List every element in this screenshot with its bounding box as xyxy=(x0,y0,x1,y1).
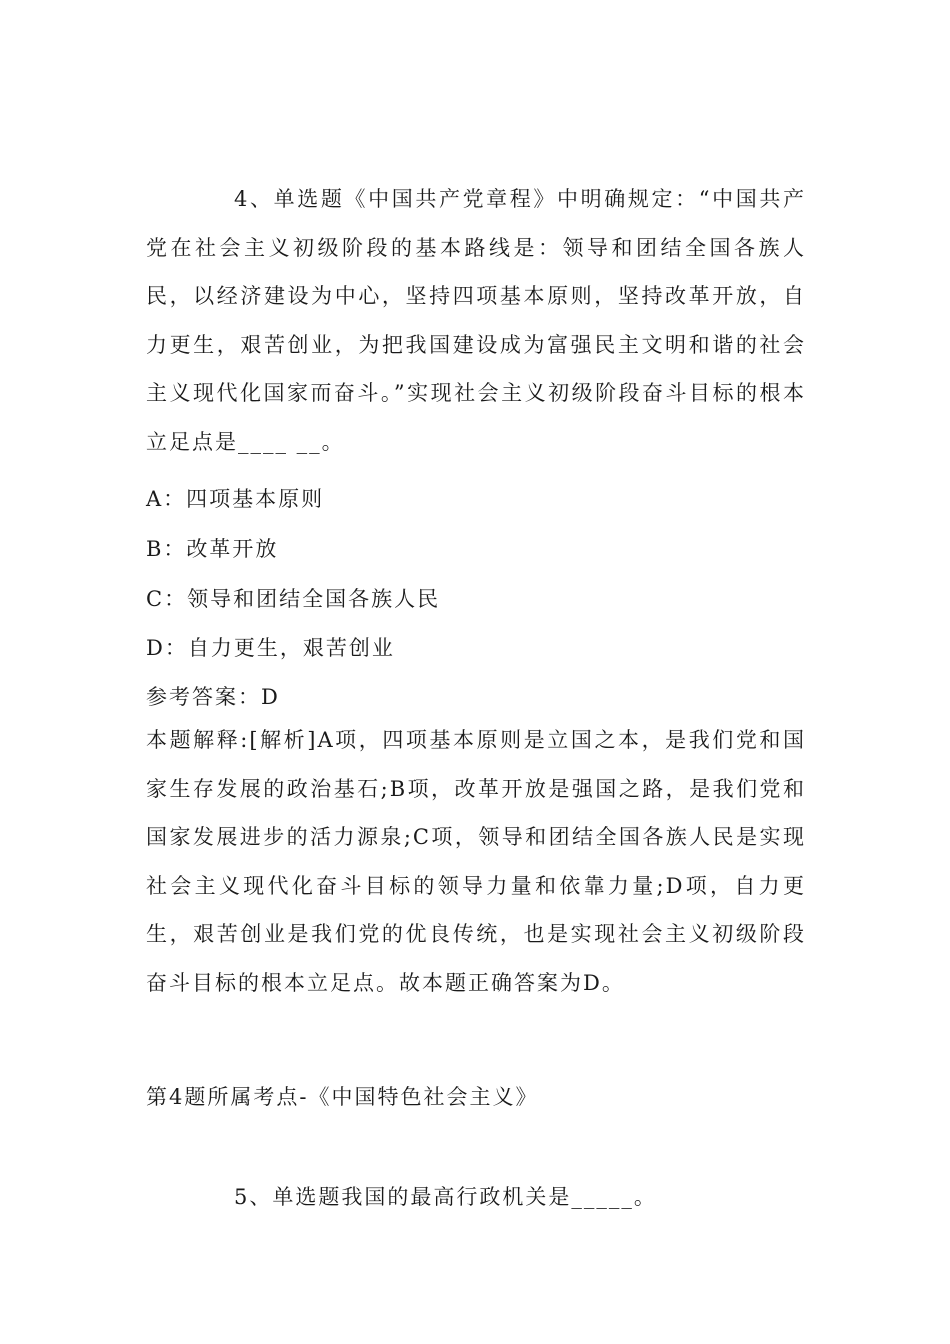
option-d: D：自力更生，艰苦创业 xyxy=(146,636,395,660)
explanation-block xyxy=(146,716,806,1007)
option-a: A：四项基本原则 xyxy=(146,487,325,511)
topic-note: 第4题所属考点-《中国特色社会主义》 xyxy=(146,1085,539,1109)
explanation-text: 本题解释:[解析]A项，四项基本原则是立国之本，是我们党和国家生存发展的政治基石;B项，改革开放是强国之路，是我们党和国家发展进步的活力源泉;C项，领导和团结全国各族人民是实现社会主义现代化奋斗目标的领导力量和依靠力量;D项，自力更生，艰苦创业是我们党的优良传统，也是实现社会主义初级阶段奋斗目标的根本立足点。故本题正确答案为D。 xyxy=(146,728,806,995)
question-5-stem: 5、单选题我国的最高行政机关是_____。 xyxy=(234,1185,657,1209)
question-4-stem-block xyxy=(146,175,806,466)
reference-answer: 参考答案：D xyxy=(146,685,280,709)
question-4-stem: 4、单选题《中国共产党章程》中明确规定：“中国共产党在社会主义初级阶段的基本路线是：领导和团结全国各族人民，以经济建设为中心，坚持四项基本原则，坚持改革开放，自力更生，艰苦创业，为把我国建设成为富强民主文明和谐的社会主义现代化国家而奋斗。”实现社会主义初级阶段奋斗目标的根本立足点是____ __。 xyxy=(146,187,806,454)
option-b: B：改革开放 xyxy=(146,537,279,561)
option-c: C：领导和团结全国各族人民 xyxy=(146,587,441,611)
